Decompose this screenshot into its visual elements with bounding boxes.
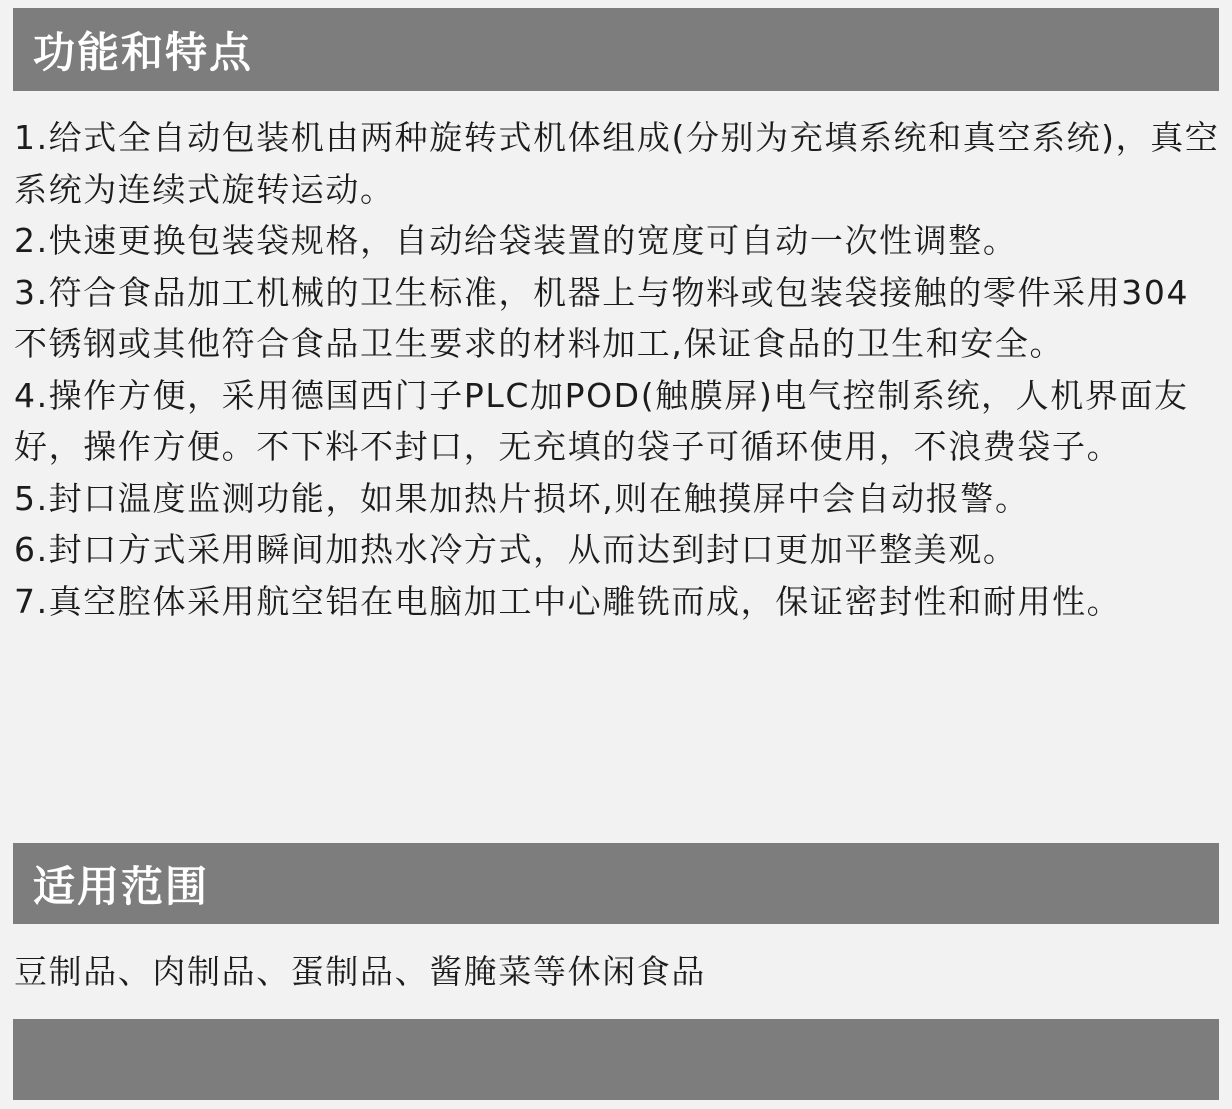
features-title: 功能和特点: [33, 27, 254, 77]
scope-title: 适用范围: [33, 861, 210, 911]
feature-item-3: 3.符合食品加工机械的卫生标准，机器上与物料或包装袋接触的零件采用304不锈钢或其他符合食品卫生要求的材料加工,保证食品的卫生和安全。: [14, 272, 1190, 363]
scope-section-header: [13, 843, 1219, 924]
features-list: [14, 112, 1220, 627]
feature-item-5: 5.封口温度监测功能，如果加热片损坏,则在触摸屏中会自动报警。: [14, 478, 1030, 518]
footer-bar: [13, 1019, 1219, 1100]
feature-item-6: 6.封口方式采用瞬间加热水冷方式，从而达到封口更加平整美观。: [14, 530, 1018, 569]
feature-item-4: 4.操作方便，采用德国西门子PLC加POD(触膜屏)电气控制系统，人机界面友好，操作方便。不下料不封口，无充填的袋子可循环使用，不浪费袋子。: [14, 375, 1189, 466]
feature-item-1: 1.给式全自动包装机由两种旋转式机体组成(分别为充填系统和真空系统)，真空系统为连续式旋转运动。: [14, 118, 1220, 209]
features-section-header: [13, 8, 1219, 91]
feature-item-2: 2.快速更换包装袋规格，自动给袋装置的宽度可自动一次性调整。: [14, 221, 1018, 260]
feature-item-7: 7.真空腔体采用航空铝在电脑加工中心雕铣而成，保证密封性和耐用性。: [14, 581, 1122, 621]
scope-text: 豆制品、肉制品、蛋制品、酱腌菜等休闲食品: [14, 952, 706, 991]
